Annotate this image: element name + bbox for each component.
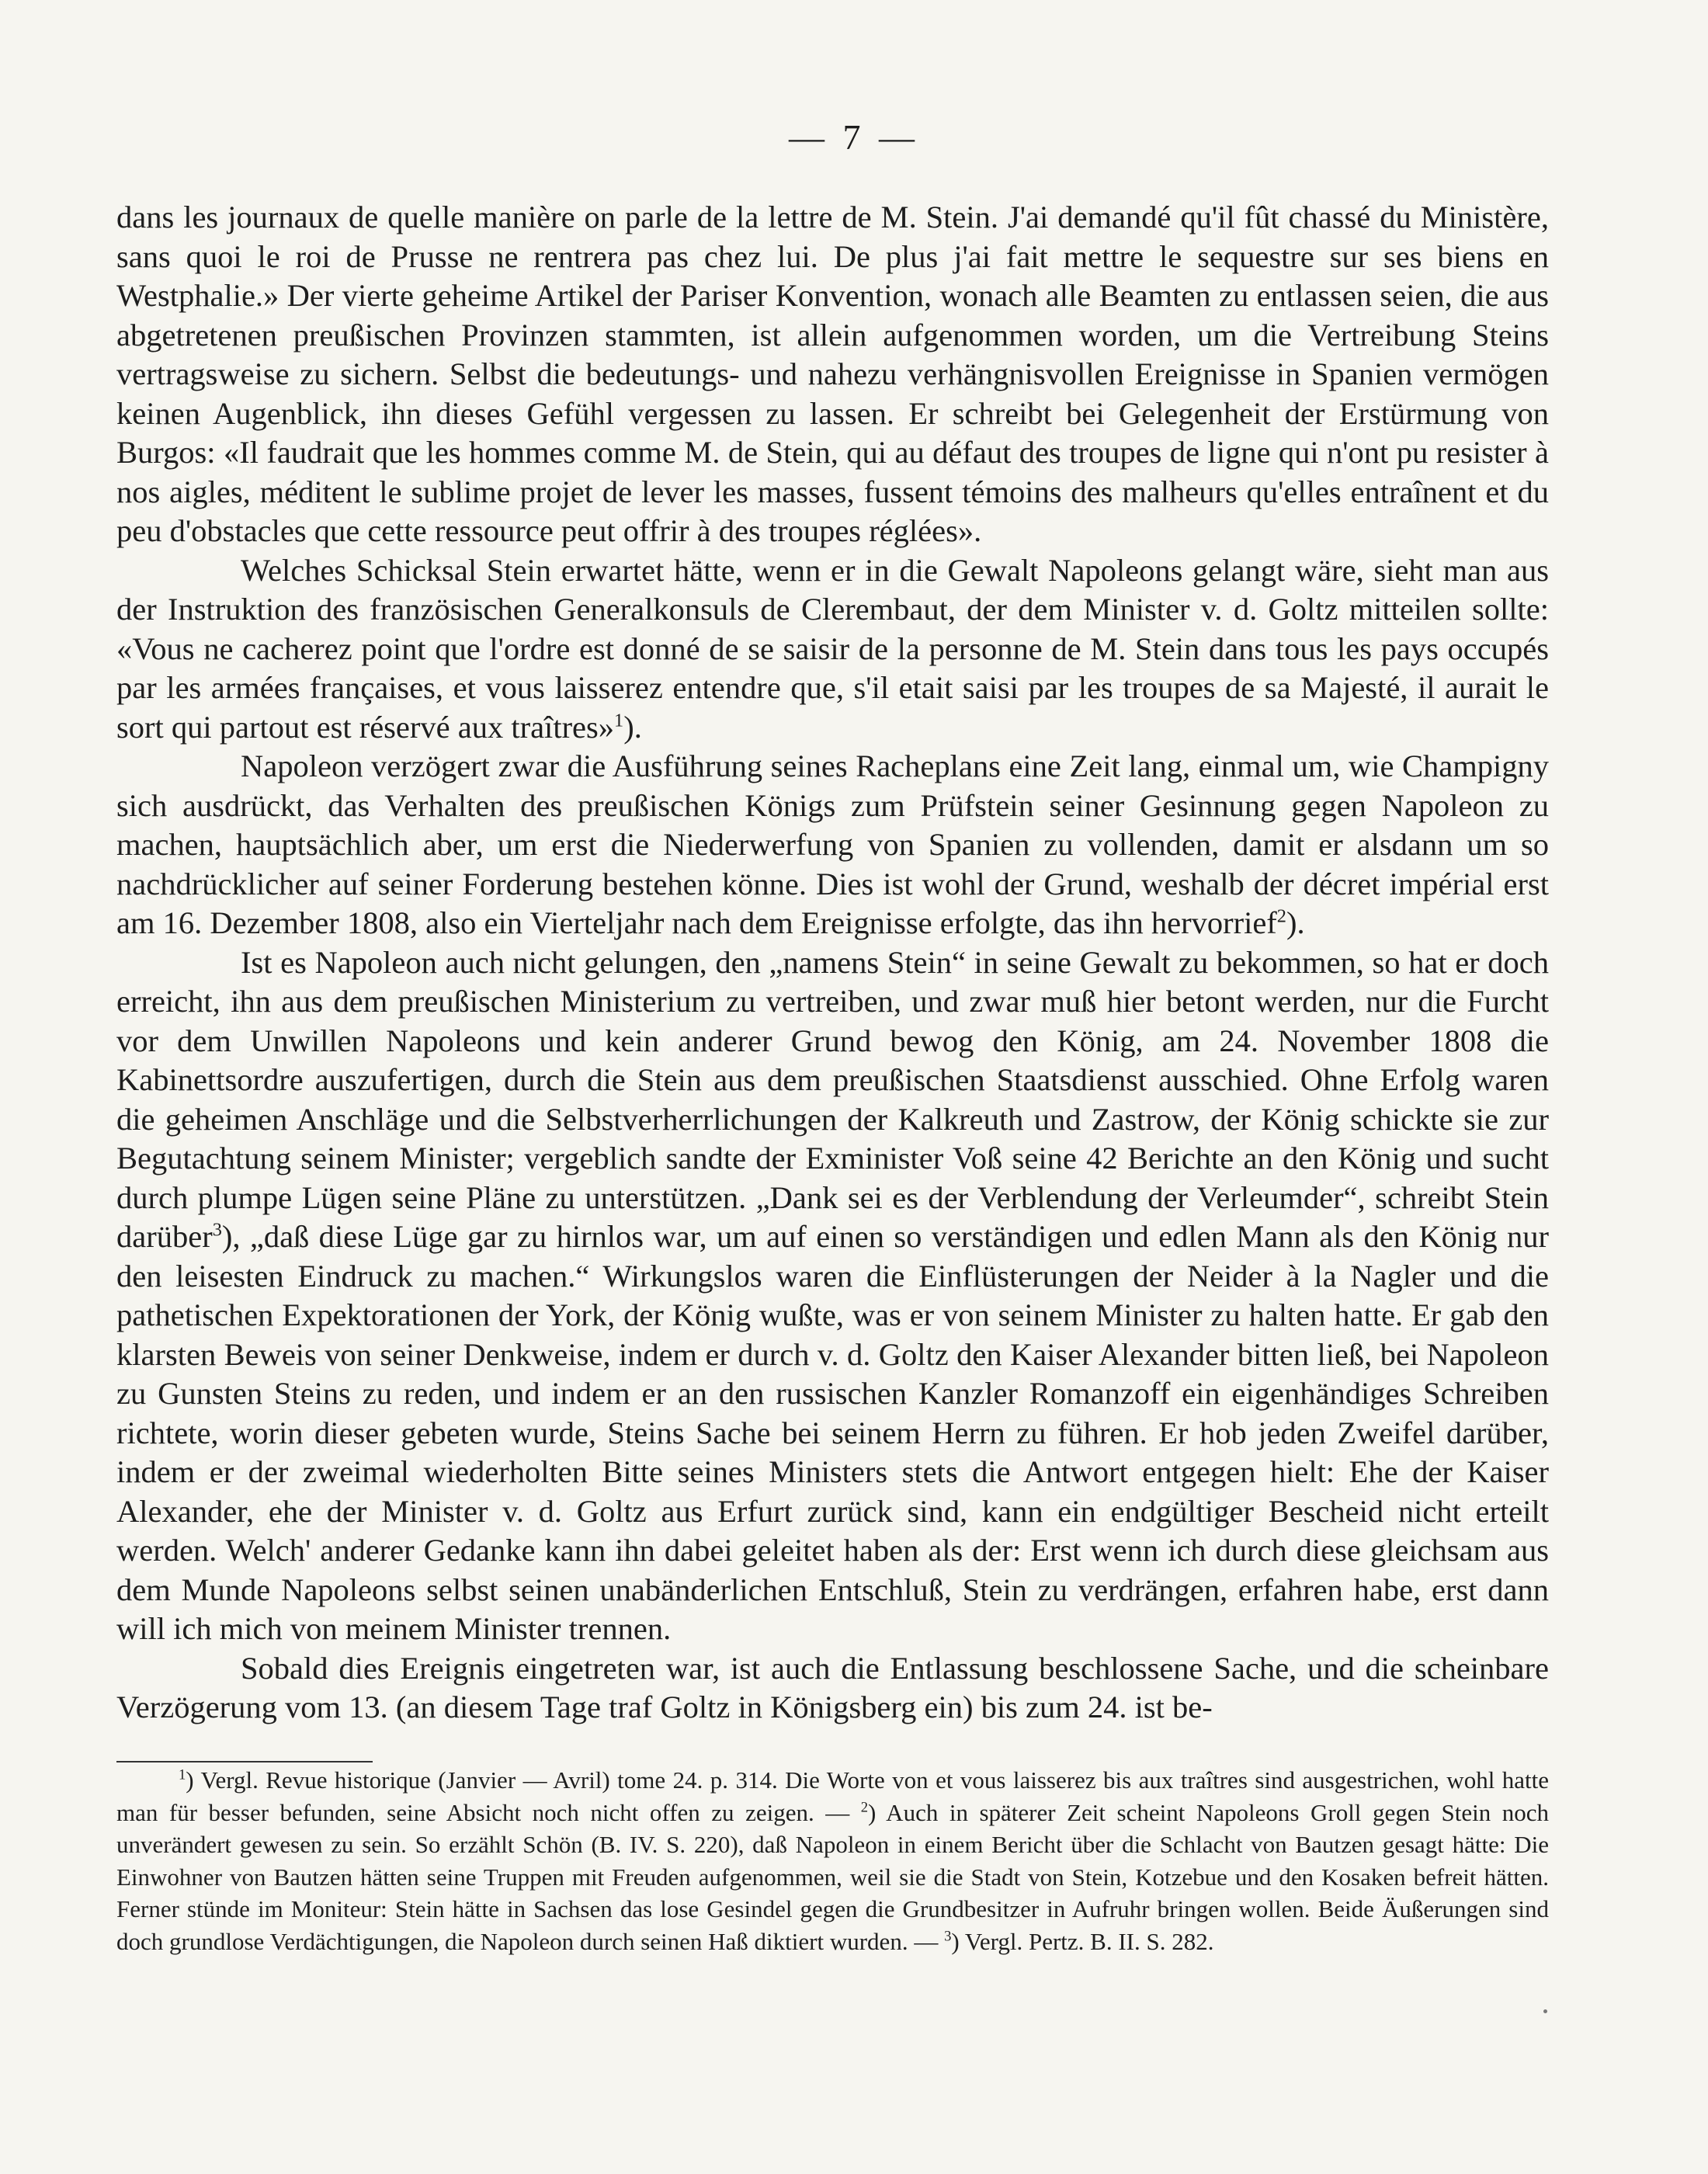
paragraph-2 — [116, 551, 1549, 748]
footnote-3: ) Vergl. Pertz. B. II. S. 282. — [951, 1927, 1214, 1955]
footnote-mark-1: 1 — [179, 1766, 186, 1783]
footnote-ref-2: 2 — [1276, 905, 1286, 927]
footnote-block — [116, 1764, 1549, 1957]
paragraph-3-end: ). — [1286, 905, 1305, 940]
paper-speck — [1543, 2009, 1547, 2013]
footnote-2: ) Auch in späterer Zeit scheint Napoleons Groll gegen Stein noch unverändert gewesen zu sein. So erzählt Schön (B. IV. S. 220), daß Napoleon in einem Bericht über die Schlacht von Bautzen gesagt hätte: Die Einwohner von Bautzen hätten seine Truppen mit Freuden aufgenommen, weil sie die Stadt von Stein, Kotzebue und den Kosaken befreit hätten. Ferner stünde im Moniteur: Stein hätte in Sachsen das lose Gesindel gegen die Grundbesitzer in Aufruhr bringen wollen. Beide Äußerungen sind doch grundlose Verdächtigungen, die Napoleon durch seinen Haß diktiert wurden. — — [116, 1798, 1549, 1955]
footnote-ref-1: 1 — [614, 710, 624, 731]
footnote-1: ) Vergl. Revue historique (Janvier — Avril) tome 24. p. 314. Die Worte von et vous laisserez bis aux traîtres sind ausgestrichen, wohl hatte man für besser befunden, seine Absicht noch nicht offen zu zeigen. — — [116, 1766, 1549, 1826]
main-text — [116, 198, 1549, 1728]
paragraph-4-text-cont: ), „daß diese Lüge gar zu hirnlos war, um auf einen so verständigen und edlen Mann als den König nur den leisesten Eindruck zu machen.“ Wirkungslos waren die Einflüsterungen der Neider à la Nagler und die pathetischen Expektorationen der York, der König wußte, was er von seinem Minister zu halten hatte. Er gab den klarsten Beweis von seiner Denkweise, indem er durch v. d. Goltz den Kaiser Alexander bitten ließ, bei Napoleon zu Gunsten Steins zu reden, und indem er an den russischen Kanzler Romanzoff ein eigenhändiges Schreiben richtete, worin dieser gebeten wurde, Steins Sache bei seinem Herrn zu führen. Er hob jeden Zweifel darüber, indem er der zweimal wiederholten Bitte seines Ministers stets die Antwort entgegen hielt: Ehe der Kaiser Alexander, ehe der Minister v. d. Goltz aus Erfurt zurück sind, kann ein endgültiger Bescheid nicht erteilt werden. Welch' anderer Gedanke kann ihn dabei geleitet haben als der: Erst wenn ich durch diese gleichsam aus dem Munde Napoleons selbst seinen unabänderlichen Entschluß, Stein zu verdrängen, erfahren habe, erst dann will ich mich von meinem Minister trennen. — [116, 1219, 1549, 1646]
footnotes — [116, 1764, 1549, 1957]
paragraph-3 — [116, 747, 1549, 943]
footnote-mark-3: 3 — [944, 1928, 952, 1945]
paragraph-3-text: Napoleon verzögert zwar die Ausführung seines Racheplans eine Zeit lang, einmal um, wie Champigny sich ausdrückt, das Verhalten des preußischen Königs zum Prüfstein seiner Gesinnung gegen Napoleon zu machen, hauptsächlich aber, um erst die Niederwerfung von Spanien zu vollenden, damit er alsdann um so nachdrücklicher auf seiner Forderung bestehen könne. Dies ist wohl der Grund, weshalb der décret impérial erst am 16. Dezember 1808, also ein Vierteljahr nach dem Ereignisse erfolgte, das ihn hervorrief — [116, 748, 1549, 940]
paragraph-2-text: Welches Schicksal Stein erwartet hätte, wenn er in die Gewalt Napoleons gelangt wäre, sieht man aus der Instruktion des französischen Generalkonsuls de Clerembaut, der dem Minister v. d. Goltz mitteilen sollte: «Vous ne cacherez point que l'ordre est donné de se saisir de la personne de M. Stein dans tous les pays occupés par les armées françaises, et vous laisserez entendre que, s'il etait saisi par les troupes de sa Majesté, il aurait le sort qui partout est réservé aux traîtres» — [116, 552, 1549, 745]
footnote-ref-3: 3 — [212, 1219, 222, 1241]
paragraph-4-text: Ist es Napoleon auch nicht gelungen, den „namens Stein“ in seine Gewalt zu bekommen, so hat er doch erreicht, ihn aus dem preußischen Ministerium zu vertreiben, und zwar muß hier betont werden, nur die Furcht vor dem Unwillen Napoleons und kein anderer Grund bewog den König, am 24. November 1808 die Kabinettsordre auszufertigen, durch die Stein aus dem preußischen Staatsdienst ausschied. Ohne Erfolg waren die geheimen Anschläge und die Selbstverherrlichungen der Kalkreuth und Zastrow, der König schickte sie zur Begutachtung seinem Minister; vergeblich sandte der Exminister Voß seine 42 Berichte an den König und sucht durch plumpe Lügen seine Pläne zu unterstützen. „Dank sei es der Verblendung der Verleumder“, schreibt Stein darüber — [116, 944, 1549, 1254]
footnote-divider — [116, 1761, 373, 1762]
paragraph-4 — [116, 943, 1549, 1649]
paragraph-1: dans les journaux de quelle manière on parle de la lettre de M. Stein. J'ai demandé qu'il fût chassé du Ministère, sans quoi le roi de Prusse ne rentrera pas chez lui. De plus j'ai fait mettre le sequestre sur ses biens en Westphalie.» Der vierte geheime Artikel der Pariser Konvention, wonach alle Beamten zu entlassen seien, die aus abgetretenen preußischen Provinzen stammten, ist allein aufgenommen worden, um die Vertreibung Steins vertragsweise zu sichern. Selbst die bedeutungs- und nahezu verhängnisvollen Ereignisse in Spanien vermögen keinen Augenblick, ihn dieses Gefühl vergessen zu lassen. Er schreibt bei Gelegenheit der Erstürmung von Burgos: «Il faudrait que les hommes comme M. de Stein, qui au défaut des troupes de ligne qui n'ont pu resister à nos aigles, méditent le sublime projet de lever les masses, fussent témoins des malheurs qu'elles entraînent et du peu d'obstacles que cette ressource peut offrir à des troupes réglées». — [116, 200, 1549, 548]
paragraph-2-end: ). — [623, 709, 642, 745]
footnote-mark-2: 2 — [860, 1799, 869, 1816]
page-number: — 7 — — [789, 117, 919, 157]
paragraph-5: Sobald dies Ereignis eingetreten war, ist auch die Entlassung beschlossene Sache, und die scheinbare Verzögerung vom 13. (an diesem Tage traf Goltz in Königsberg ein) bis zum 24. ist be- — [116, 1650, 1549, 1724]
